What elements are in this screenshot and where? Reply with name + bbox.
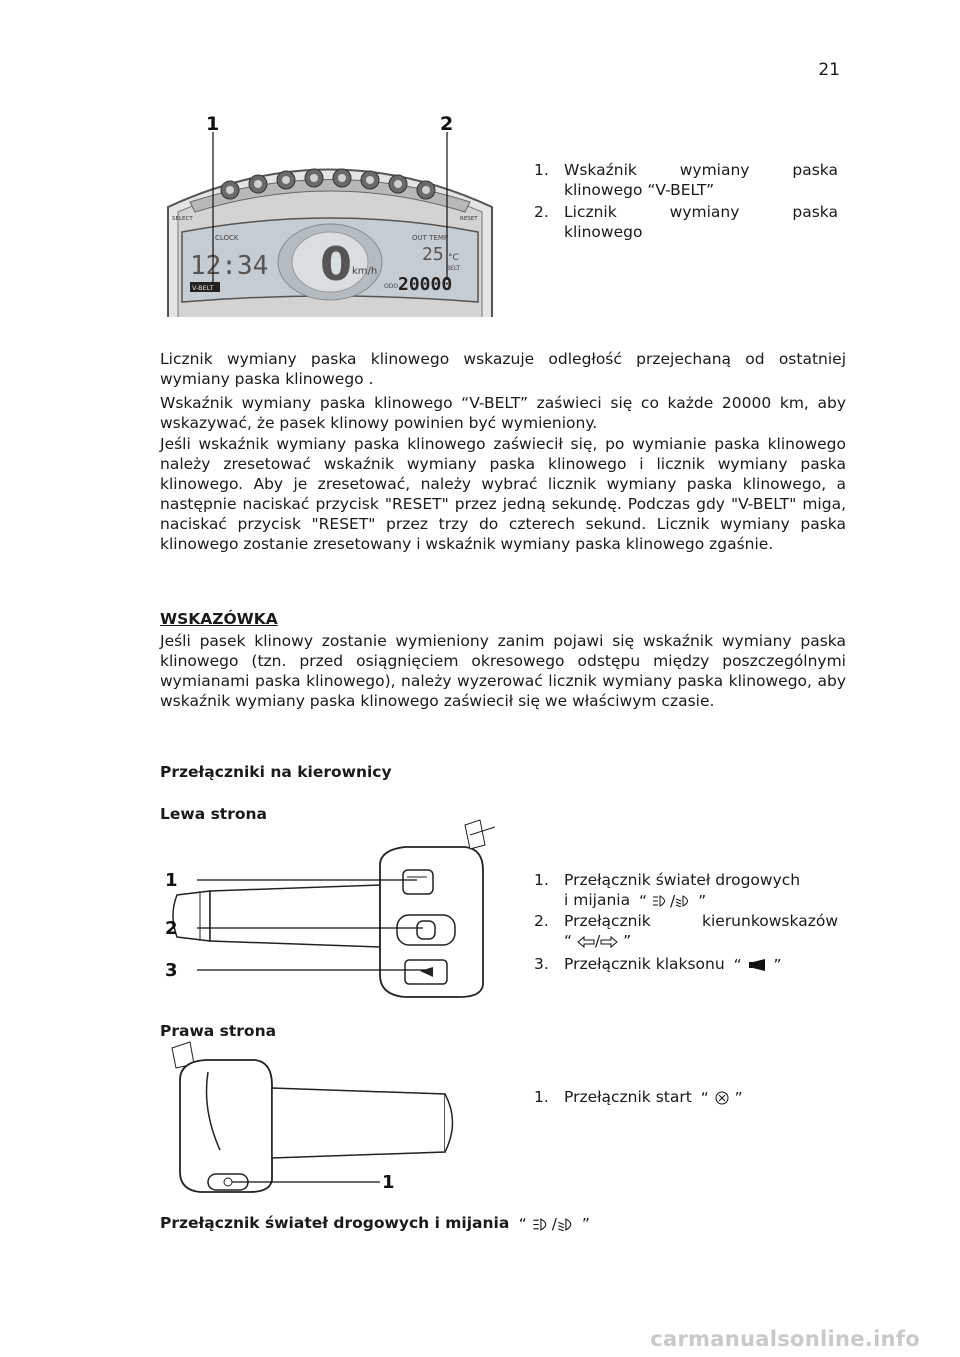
instrument-cluster-figure [160,112,505,322]
odo-label: ODO [384,283,399,290]
right-handlebar-figure [160,1040,500,1200]
list-item: 3. Przełącznik klaksonu “ ” [534,955,782,974]
page-number: 21 [818,60,840,80]
clock-readout: 12:34 [190,251,269,281]
belt-label: BELT [446,265,461,272]
list-item: 1. Przełącznik start “ ” [534,1088,743,1107]
watermark: carmanualsonline.info [650,1327,920,1351]
callout-3: 3 [165,960,178,981]
left-switch-legend [534,870,838,975]
body-paragraph: Licznik wymiany paska klinowego wskazuje odległość przejechaną od ostatniej wymiany paska klinowego . [160,350,846,388]
section-title: Przełączniki na kierownicy [160,763,392,781]
callout-2: 2 [165,918,178,939]
vbelt-indicator: V-BELT [192,284,214,292]
belt-counter-readout: 20000 [398,274,453,295]
note-text: Jeśli pasek klinowy zostanie wymieniony zanim pojawi się wskaźnik wymiany paska klinowego (tzn. przed osiągnięciem okresowego odstępu między poszczególnymi wymianami paska klinowego), należy wyzerować licznik wymiany paska klinowego, aby wskaźnik wymiany paska klinowego zaświecił się we właściwym czasie. [160,632,846,710]
list-item: 2. Licznik wymiany paska klinowego [534,203,838,241]
left-side-heading: Lewa strona [160,805,267,823]
high-low-beam-icon: “ / ” [518,1214,590,1233]
body-paragraph: Wskaźnik wymiany paska klinowego “V-BELT” zaświeci się co każde 20000 km, aby wskazywać, że pasek klinowy powinien być wymieniony. [160,394,846,432]
left-handlebar-figure [165,815,500,1015]
turn-signal-icon: “ / ” [564,932,632,950]
bottom-heading: Przełącznik świateł drogowych i mijania “ / ” [160,1214,590,1233]
select-label: SELECT [172,216,193,222]
callout-1: 1 [206,113,220,135]
list-item: 1. Wskaźnik wymiany paska klinowego “V-BELT” [534,161,838,199]
start-switch-icon: “ ” [700,1088,743,1107]
callout-1: 1 [165,870,178,891]
callout-2: 2 [440,113,454,135]
horn-icon: “ ” [733,955,782,974]
callout-1: 1 [382,1172,395,1193]
temp-unit: °C [448,253,459,263]
right-switch-legend [534,1087,838,1108]
speed-readout: 0 [320,237,353,291]
list-item: 1. Przełącznik świateł drogowych i mijania “ / ” [534,871,801,910]
speed-unit: km/h [352,266,378,277]
high-low-beam-icon: “ / ” [639,891,707,910]
clock-label: CLOCK [215,234,239,242]
out-temp-label: OUT TEMP [412,234,449,242]
left-handlebar-drawing [165,815,500,1015]
instrument-cluster-drawing [160,112,505,322]
note-title: WSKAZÓWKA [160,610,278,628]
list-item: 2. Przełącznik kierunkowskazów “ / ” [534,911,838,950]
cluster-legend [534,160,838,242]
right-side-heading: Prawa strona [160,1022,277,1040]
right-handlebar-drawing [160,1040,500,1200]
body-paragraph: Jeśli wskaźnik wymiany paska klinowego zaświecił się, po wymianie paska klinowego należy zresetować wskaźnik wymiany paska klinowego i licznik wymiany paska klinowego. Aby je zresetować, należy wybrać licznik wymiany paska klinowego, a następnie naciskać przycisk "RESET" przez jedną sekundę. Podczas gdy "V-BELT" miga, naciskać przycisk "RESET" przez trzy do czterech sekund. Licznik wymiany paska klinowego zostanie zresetowany i wskaźnik wymiany paska klinowego zgaśnie. [160,435,846,553]
temp-readout: 25 [422,244,444,265]
reset-label: RESET [460,216,478,222]
